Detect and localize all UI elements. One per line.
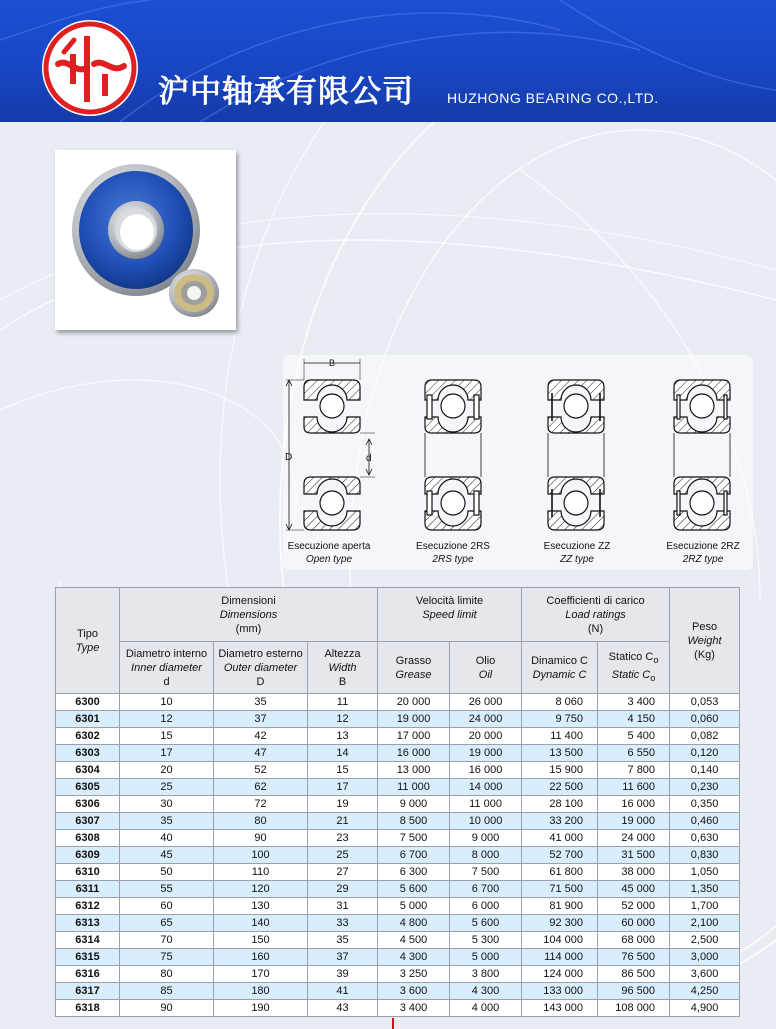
- cell-static-load: 38 000: [598, 864, 670, 881]
- cell-weight: 2,500: [670, 932, 740, 949]
- table-row: [56, 898, 740, 915]
- zz-type-section: [548, 380, 604, 530]
- cell-type: 6310: [56, 864, 120, 881]
- header-width: Altezza Width B: [308, 642, 378, 694]
- caption-zz-type-en: ZZ type: [560, 554, 594, 565]
- cell-outer-diameter: 120: [214, 881, 308, 898]
- cell-static-load: 60 000: [598, 915, 670, 932]
- cell-width: 15: [308, 762, 378, 779]
- table-row: [56, 847, 740, 864]
- open-type-section: [286, 359, 375, 530]
- cell-type: 6304: [56, 762, 120, 779]
- cell-outer-diameter: 110: [214, 864, 308, 881]
- cell-speed-oil: 20 000: [450, 728, 522, 745]
- cell-width: 25: [308, 847, 378, 864]
- cell-speed-oil: 9 000: [450, 830, 522, 847]
- cell-weight: 0,140: [670, 762, 740, 779]
- table-row: [56, 932, 740, 949]
- cell-static-load: 52 000: [598, 898, 670, 915]
- cell-dynamic-load: 15 900: [522, 762, 598, 779]
- cell-speed-grease: 16 000: [378, 745, 450, 762]
- dim-label-d-outer: D: [285, 452, 293, 463]
- cell-weight: 4,250: [670, 983, 740, 1000]
- cell-width: 11: [308, 694, 378, 711]
- cell-speed-grease: 8 500: [378, 813, 450, 830]
- cell-outer-diameter: 160: [214, 949, 308, 966]
- cell-type: 6314: [56, 932, 120, 949]
- cell-width: 23: [308, 830, 378, 847]
- cell-speed-grease: 20 000: [378, 694, 450, 711]
- table-row: [56, 694, 740, 711]
- cell-type: 6300: [56, 694, 120, 711]
- cell-inner-diameter: 90: [120, 1000, 214, 1017]
- cell-speed-grease: 5 000: [378, 898, 450, 915]
- caption-open-type: [269, 540, 389, 566]
- cell-weight: 0,060: [670, 711, 740, 728]
- cell-outer-diameter: 180: [214, 983, 308, 1000]
- cell-speed-grease: 4 500: [378, 932, 450, 949]
- cell-weight: 1,350: [670, 881, 740, 898]
- cell-dynamic-load: 22 500: [522, 779, 598, 796]
- cell-speed-oil: 6 000: [450, 898, 522, 915]
- header-dimensions: Dimensioni Dimensions (mm): [120, 588, 378, 642]
- caption-2rz-type-it: Esecuzione 2RZ: [666, 541, 740, 552]
- cell-inner-diameter: 35: [120, 813, 214, 830]
- cell-inner-diameter: 40: [120, 830, 214, 847]
- cell-weight: 0,120: [670, 745, 740, 762]
- cell-speed-oil: 26 000: [450, 694, 522, 711]
- bearing-photo-image: [55, 150, 236, 330]
- cell-speed-oil: 24 000: [450, 711, 522, 728]
- caption-2rz-type-en: 2RZ type: [682, 554, 724, 565]
- cell-speed-oil: 6 700: [450, 881, 522, 898]
- cell-width: 37: [308, 949, 378, 966]
- huzhong-logo: [40, 18, 140, 118]
- cell-speed-grease: 9 000: [378, 796, 450, 813]
- dim-label-d-inner: d: [366, 453, 372, 464]
- cell-inner-diameter: 80: [120, 966, 214, 983]
- cell-static-load: 6 550: [598, 745, 670, 762]
- cell-speed-oil: 19 000: [450, 745, 522, 762]
- cell-width: 35: [308, 932, 378, 949]
- cell-static-load: 86 500: [598, 966, 670, 983]
- cell-speed-grease: 5 600: [378, 881, 450, 898]
- table-row: [56, 966, 740, 983]
- cell-type: 6313: [56, 915, 120, 932]
- cell-weight: 2,100: [670, 915, 740, 932]
- cell-speed-grease: 3 400: [378, 1000, 450, 1017]
- cell-type: 6303: [56, 745, 120, 762]
- table-row: [56, 864, 740, 881]
- cell-type: 6318: [56, 1000, 120, 1017]
- cell-weight: 0,230: [670, 779, 740, 796]
- cell-weight: 0,830: [670, 847, 740, 864]
- cell-type: 6312: [56, 898, 120, 915]
- cell-dynamic-load: 81 900: [522, 898, 598, 915]
- cell-speed-grease: 6 700: [378, 847, 450, 864]
- cell-inner-diameter: 20: [120, 762, 214, 779]
- cell-outer-diameter: 190: [214, 1000, 308, 1017]
- cell-width: 17: [308, 779, 378, 796]
- caption-2rs-type-en: 2RS type: [432, 554, 474, 565]
- cell-static-load: 7 800: [598, 762, 670, 779]
- cell-speed-oil: 4 300: [450, 983, 522, 1000]
- cell-type: 6308: [56, 830, 120, 847]
- table-row: [56, 762, 740, 779]
- cell-speed-grease: 11 000: [378, 779, 450, 796]
- cell-dynamic-load: 124 000: [522, 966, 598, 983]
- caption-2rs-type: [393, 540, 513, 566]
- cell-dynamic-load: 28 100: [522, 796, 598, 813]
- cell-outer-diameter: 100: [214, 847, 308, 864]
- cell-inner-diameter: 17: [120, 745, 214, 762]
- cell-speed-oil: 5 600: [450, 915, 522, 932]
- cell-width: 12: [308, 711, 378, 728]
- table-row: [56, 711, 740, 728]
- caption-zz-type: [517, 540, 637, 566]
- caption-zz-type-it: Esecuzione ZZ: [543, 541, 611, 552]
- cell-type: 6306: [56, 796, 120, 813]
- spec-table-body: [56, 694, 740, 1017]
- cell-static-load: 3 400: [598, 694, 670, 711]
- cell-type: 6309: [56, 847, 120, 864]
- cell-width: 13: [308, 728, 378, 745]
- company-name-english: HUZHONG BEARING CO.,LTD.: [447, 90, 659, 106]
- cell-outer-diameter: 42: [214, 728, 308, 745]
- table-row: [56, 949, 740, 966]
- cell-weight: 0,460: [670, 813, 740, 830]
- cell-type: 6301: [56, 711, 120, 728]
- 2rs-type-section: [425, 380, 481, 530]
- cell-width: 31: [308, 898, 378, 915]
- cell-outer-diameter: 52: [214, 762, 308, 779]
- cell-width: 21: [308, 813, 378, 830]
- caption-2rz-type: [643, 540, 763, 566]
- cell-speed-grease: 3 600: [378, 983, 450, 1000]
- cell-speed-oil: 5 300: [450, 932, 522, 949]
- cell-weight: 3,600: [670, 966, 740, 983]
- 2rz-type-section: [674, 380, 730, 530]
- header-load-ratings: Coefficienti di carico Load ratings (N): [522, 588, 670, 642]
- cell-outer-diameter: 130: [214, 898, 308, 915]
- cell-speed-oil: 3 800: [450, 966, 522, 983]
- cell-inner-diameter: 65: [120, 915, 214, 932]
- cell-outer-diameter: 90: [214, 830, 308, 847]
- cell-speed-grease: 3 250: [378, 966, 450, 983]
- cell-speed-grease: 19 000: [378, 711, 450, 728]
- cell-static-load: 11 600: [598, 779, 670, 796]
- header-tipo: Tipo Type: [56, 588, 120, 694]
- header-outer-diameter: Diametro esterno Outer diameter D: [214, 642, 308, 694]
- cell-dynamic-load: 71 500: [522, 881, 598, 898]
- cell-speed-grease: 13 000: [378, 762, 450, 779]
- cell-inner-diameter: 85: [120, 983, 214, 1000]
- cell-inner-diameter: 30: [120, 796, 214, 813]
- cell-width: 14: [308, 745, 378, 762]
- cell-outer-diameter: 47: [214, 745, 308, 762]
- bearing-cross-section-drawing: [283, 355, 753, 545]
- cell-inner-diameter: 25: [120, 779, 214, 796]
- cell-dynamic-load: 8 060: [522, 694, 598, 711]
- caption-open-type-en: Open type: [305, 554, 353, 565]
- cell-outer-diameter: 140: [214, 915, 308, 932]
- cell-inner-diameter: 50: [120, 864, 214, 881]
- header-banner: [0, 0, 776, 122]
- cell-dynamic-load: 13 500: [522, 745, 598, 762]
- cell-speed-oil: 11 000: [450, 796, 522, 813]
- cell-type: 6311: [56, 881, 120, 898]
- cell-static-load: 16 000: [598, 796, 670, 813]
- table-row: [56, 830, 740, 847]
- table-row: [56, 881, 740, 898]
- cell-weight: 1,050: [670, 864, 740, 881]
- cell-static-load: 108 000: [598, 1000, 670, 1017]
- cell-inner-diameter: 70: [120, 932, 214, 949]
- cell-outer-diameter: 170: [214, 966, 308, 983]
- cell-speed-oil: 5 000: [450, 949, 522, 966]
- table-row: [56, 779, 740, 796]
- cell-dynamic-load: 61 800: [522, 864, 598, 881]
- caption-open-type-it: Esecuzione aperta: [287, 541, 371, 552]
- cell-outer-diameter: 37: [214, 711, 308, 728]
- table-row: [56, 983, 740, 1000]
- table-row: [56, 1000, 740, 1017]
- cell-weight: 0,082: [670, 728, 740, 745]
- cell-dynamic-load: 33 200: [522, 813, 598, 830]
- header-inner-diameter: Diametro interno Inner diameter d: [120, 642, 214, 694]
- company-name-chinese: 沪中轴承有限公司: [158, 74, 414, 110]
- cell-type: 6316: [56, 966, 120, 983]
- cell-inner-diameter: 15: [120, 728, 214, 745]
- cell-static-load: 4 150: [598, 711, 670, 728]
- cell-outer-diameter: 62: [214, 779, 308, 796]
- cell-static-load: 96 500: [598, 983, 670, 1000]
- page-marker: [392, 1018, 394, 1029]
- cell-weight: 0,350: [670, 796, 740, 813]
- dim-label-b: B: [329, 358, 336, 368]
- cell-static-load: 45 000: [598, 881, 670, 898]
- cell-weight: 0,053: [670, 694, 740, 711]
- table-row: [56, 728, 740, 745]
- header-grease: Grasso Grease: [378, 642, 450, 694]
- cell-speed-grease: 4 800: [378, 915, 450, 932]
- product-photo: [55, 150, 236, 330]
- cell-dynamic-load: 9 750: [522, 711, 598, 728]
- cell-dynamic-load: 114 000: [522, 949, 598, 966]
- cell-speed-oil: 14 000: [450, 779, 522, 796]
- header-dynamic-c: Dinamico C Dynamic C: [522, 642, 598, 694]
- table-row: [56, 796, 740, 813]
- cell-speed-grease: 6 300: [378, 864, 450, 881]
- cell-type: 6315: [56, 949, 120, 966]
- cell-static-load: 5 400: [598, 728, 670, 745]
- cell-speed-oil: 16 000: [450, 762, 522, 779]
- cell-dynamic-load: 41 000: [522, 830, 598, 847]
- cell-speed-oil: 4 000: [450, 1000, 522, 1017]
- cell-weight: 0,630: [670, 830, 740, 847]
- cell-type: 6302: [56, 728, 120, 745]
- cell-inner-diameter: 55: [120, 881, 214, 898]
- cell-outer-diameter: 80: [214, 813, 308, 830]
- header-weight: Peso Weight (Kg): [670, 588, 740, 694]
- cell-width: 41: [308, 983, 378, 1000]
- cell-width: 27: [308, 864, 378, 881]
- header-speed-limit: Velocità limite Speed limit: [378, 588, 522, 642]
- table-row: [56, 813, 740, 830]
- cell-static-load: 24 000: [598, 830, 670, 847]
- cell-inner-diameter: 12: [120, 711, 214, 728]
- cell-inner-diameter: 75: [120, 949, 214, 966]
- cell-weight: 1,700: [670, 898, 740, 915]
- cell-speed-grease: 7 500: [378, 830, 450, 847]
- cell-width: 43: [308, 1000, 378, 1017]
- table-row: [56, 745, 740, 762]
- cell-type: 6307: [56, 813, 120, 830]
- cell-weight: 4,900: [670, 1000, 740, 1017]
- cell-dynamic-load: 52 700: [522, 847, 598, 864]
- cell-static-load: 31 500: [598, 847, 670, 864]
- header-oil: Olio Oil: [450, 642, 522, 694]
- cell-dynamic-load: 92 300: [522, 915, 598, 932]
- table-row: [56, 915, 740, 932]
- cell-type: 6317: [56, 983, 120, 1000]
- cell-static-load: 76 500: [598, 949, 670, 966]
- cell-speed-oil: 7 500: [450, 864, 522, 881]
- cell-inner-diameter: 45: [120, 847, 214, 864]
- cell-outer-diameter: 72: [214, 796, 308, 813]
- cell-type: 6305: [56, 779, 120, 796]
- cell-width: 33: [308, 915, 378, 932]
- cell-dynamic-load: 143 000: [522, 1000, 598, 1017]
- cell-width: 29: [308, 881, 378, 898]
- cell-dynamic-load: 11 400: [522, 728, 598, 745]
- cell-dynamic-load: 133 000: [522, 983, 598, 1000]
- cell-outer-diameter: 35: [214, 694, 308, 711]
- cell-dynamic-load: 104 000: [522, 932, 598, 949]
- cell-speed-oil: 8 000: [450, 847, 522, 864]
- caption-2rs-type-it: Esecuzione 2RS: [416, 541, 490, 552]
- cell-width: 39: [308, 966, 378, 983]
- header-static-c: Statico $C_o$ Static $C_o$: [598, 642, 670, 694]
- cell-weight: 3,000: [670, 949, 740, 966]
- cell-static-load: 19 000: [598, 813, 670, 830]
- cell-static-load: 68 000: [598, 932, 670, 949]
- cell-speed-grease: 4 300: [378, 949, 450, 966]
- cell-speed-grease: 17 000: [378, 728, 450, 745]
- cell-speed-oil: 10 000: [450, 813, 522, 830]
- cell-inner-diameter: 10: [120, 694, 214, 711]
- bearing-spec-table: [55, 587, 740, 1017]
- cell-inner-diameter: 60: [120, 898, 214, 915]
- cell-outer-diameter: 150: [214, 932, 308, 949]
- cell-width: 19: [308, 796, 378, 813]
